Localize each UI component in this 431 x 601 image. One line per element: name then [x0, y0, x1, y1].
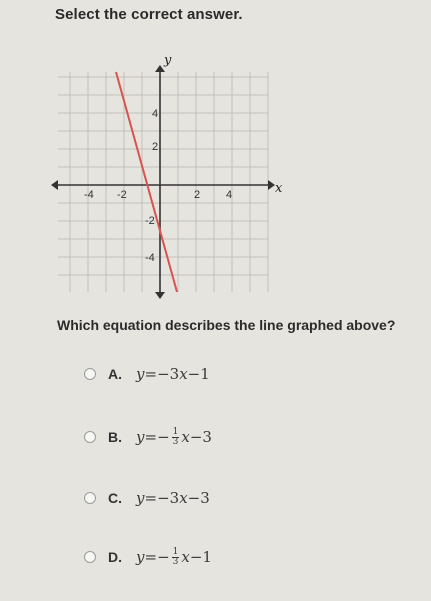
- option-equation: [136, 365, 210, 383]
- equation-x: x: [181, 428, 190, 446]
- answer-option[interactable]: [84, 426, 212, 448]
- radio-button[interactable]: [84, 368, 96, 380]
- equation-equals: =: [144, 489, 158, 507]
- option-equation: [136, 548, 212, 567]
- equation-sign: −: [157, 548, 170, 566]
- equation-y: y: [136, 428, 145, 446]
- option-equation: [136, 428, 212, 447]
- fraction-denominator: 3: [172, 556, 179, 567]
- option-letter: B.: [108, 429, 122, 445]
- radio-button[interactable]: [84, 492, 96, 504]
- y-tick-label: -4: [145, 252, 155, 264]
- equation-x: x: [179, 489, 188, 507]
- equation-sign: −: [157, 489, 170, 507]
- equation-constant: 1: [200, 365, 210, 383]
- x-tick-label: 4: [226, 189, 233, 201]
- grid: [58, 72, 268, 292]
- equation-fraction: [172, 548, 180, 567]
- answer-option[interactable]: [84, 363, 210, 385]
- equation-operator: −: [189, 548, 203, 566]
- equation-y: y: [136, 489, 145, 507]
- y-axis-label: y: [164, 53, 172, 68]
- x-axis-arrow-left-icon: [51, 180, 58, 190]
- radio-button[interactable]: [84, 431, 96, 443]
- equation-x: x: [179, 365, 188, 383]
- equation-equals: =: [144, 428, 158, 446]
- equation-coefficient: 3: [169, 365, 180, 383]
- y-tick-label: 4: [152, 108, 159, 120]
- prompt-title: Select the correct answer.: [55, 6, 243, 23]
- equation-operator: −: [187, 365, 201, 383]
- fraction-numerator: 1: [172, 546, 179, 557]
- option-letter: D.: [108, 549, 122, 565]
- equation-constant: 1: [202, 548, 212, 566]
- equation-equals: =: [144, 548, 158, 566]
- equation-constant: 3: [202, 428, 212, 446]
- x-axis-label: x: [275, 181, 283, 196]
- option-letter: A.: [108, 366, 122, 382]
- equation-operator: −: [189, 428, 203, 446]
- answer-option[interactable]: [84, 487, 210, 509]
- x-tick-label: 2: [194, 189, 201, 201]
- radio-button[interactable]: [84, 551, 96, 563]
- equation-sign: −: [157, 365, 170, 383]
- x-tick-label: -2: [117, 189, 127, 201]
- answer-option[interactable]: [84, 546, 212, 568]
- fraction-numerator: 1: [172, 426, 179, 437]
- equation-equals: =: [144, 365, 158, 383]
- equation-sign: −: [157, 428, 170, 446]
- x-axis-arrow-right-icon: [268, 180, 275, 190]
- fraction-denominator: 3: [172, 436, 179, 447]
- option-equation: [136, 489, 210, 507]
- equation-y: y: [136, 365, 145, 383]
- y-axis-arrow-down-icon: [155, 292, 165, 299]
- equation-coefficient: 3: [169, 489, 180, 507]
- equation-y: y: [136, 548, 145, 566]
- equation-x: x: [181, 548, 190, 566]
- x-tick-label: -4: [84, 189, 94, 201]
- question-text: Which equation describes the line graphed above?: [57, 317, 396, 333]
- equation-fraction: [172, 428, 180, 447]
- y-tick-label: 2: [152, 141, 159, 153]
- y-tick-label: -2: [145, 215, 155, 227]
- equation-constant: 3: [200, 489, 210, 507]
- equation-operator: −: [187, 489, 201, 507]
- axes: [51, 65, 275, 299]
- option-letter: C.: [108, 490, 122, 506]
